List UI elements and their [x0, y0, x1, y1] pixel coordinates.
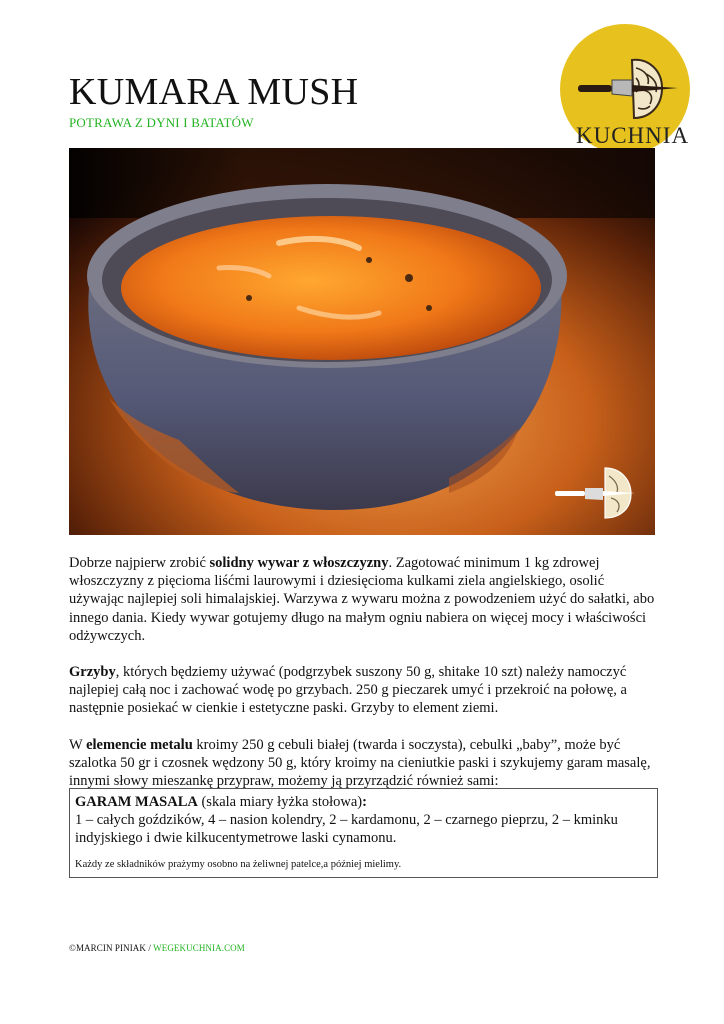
footer — [69, 943, 245, 953]
paragraph-text: kroimy 250 g cebuli białej (twarda i soczysta), cebulki „baby”, może być szalotka 50 gr i czosnek wędzony 50 g, który kroimy na cieniutkie paski i szykujemy garam masalę, innymi słowy mieszankę przypraw, możemy ją przyrządzić również sami: — [69, 736, 651, 790]
paragraph-text: Dobrze najpierw zrobić — [69, 555, 210, 571]
paragraph-bold: solidny wywar z włoszczyzny — [209, 555, 389, 571]
logo-text: KUCHNIA — [576, 123, 690, 148]
kuchnia-logo[interactable] — [560, 24, 710, 154]
paragraph-mushrooms — [69, 663, 659, 718]
box-heading-colon: : — [362, 794, 367, 810]
paragraph-bold: Grzyby — [69, 664, 116, 681]
paragraph-broth — [69, 554, 659, 645]
box-heading-bold: GARAM MASALA — [75, 794, 198, 810]
garam-masala-heading — [75, 793, 651, 811]
footer-link[interactable]: WEGEKUCHNIA.COM — [153, 943, 245, 953]
soup-bowl-photo — [69, 148, 655, 535]
footer-author: ©MARCIN PINIAK / — [69, 943, 154, 953]
garam-masala-box — [69, 788, 658, 878]
paragraph-bold: elemencie metalu — [86, 736, 193, 753]
page-subtitle: POTRAWA Z DYNI I BATATÓW — [69, 115, 254, 130]
recipe-body — [69, 554, 659, 808]
box-heading-note: (skala miary łyżka stołowa) — [197, 794, 363, 810]
paragraph-metal — [69, 736, 659, 791]
garam-masala-ingredients: 1 – całych goździków, 4 – nasion kolendry, 2 – kardamonu, 2 – czarnego pieprzu, 2 – kminku indyjskiego i dwie kilkucentymetrowe laski cynamonu. — [75, 812, 618, 847]
paragraph-text: W — [69, 736, 87, 753]
paragraph-text: , których będziemy używać (podgrzybek suszony 50 g, shitake 10 szt) należy namoczyć najlepiej całą noc i zachować wodę po grzybach. 250 g pieczarek umyć i przekroić na połowę, a następnie posiekać w cienkie i estetyczne paski. Grzyby to element ziemi. — [69, 664, 627, 717]
paragraph-text: . Zagotować minimum 1 kg zdrowej włoszczyzny z pięcioma liśćmi laurowymi i dziesięcioma kulkami ziela angielskiego, osolić używając najlepiej soli himalajskiej. Warzywa z wywaru można z powodzeniem użyć do sałatki, abo innego dania. Kiedy wywar gotujemy długo na małym ogniu nabiera on więcej mocy i właściwości odżywczych. — [69, 555, 655, 644]
garam-masala-note: Każdy ze składników prażymy osobno na żeliwnej patelce,a później mielimy. — [75, 858, 402, 870]
page-title: KUMARA MUSH — [69, 71, 359, 113]
